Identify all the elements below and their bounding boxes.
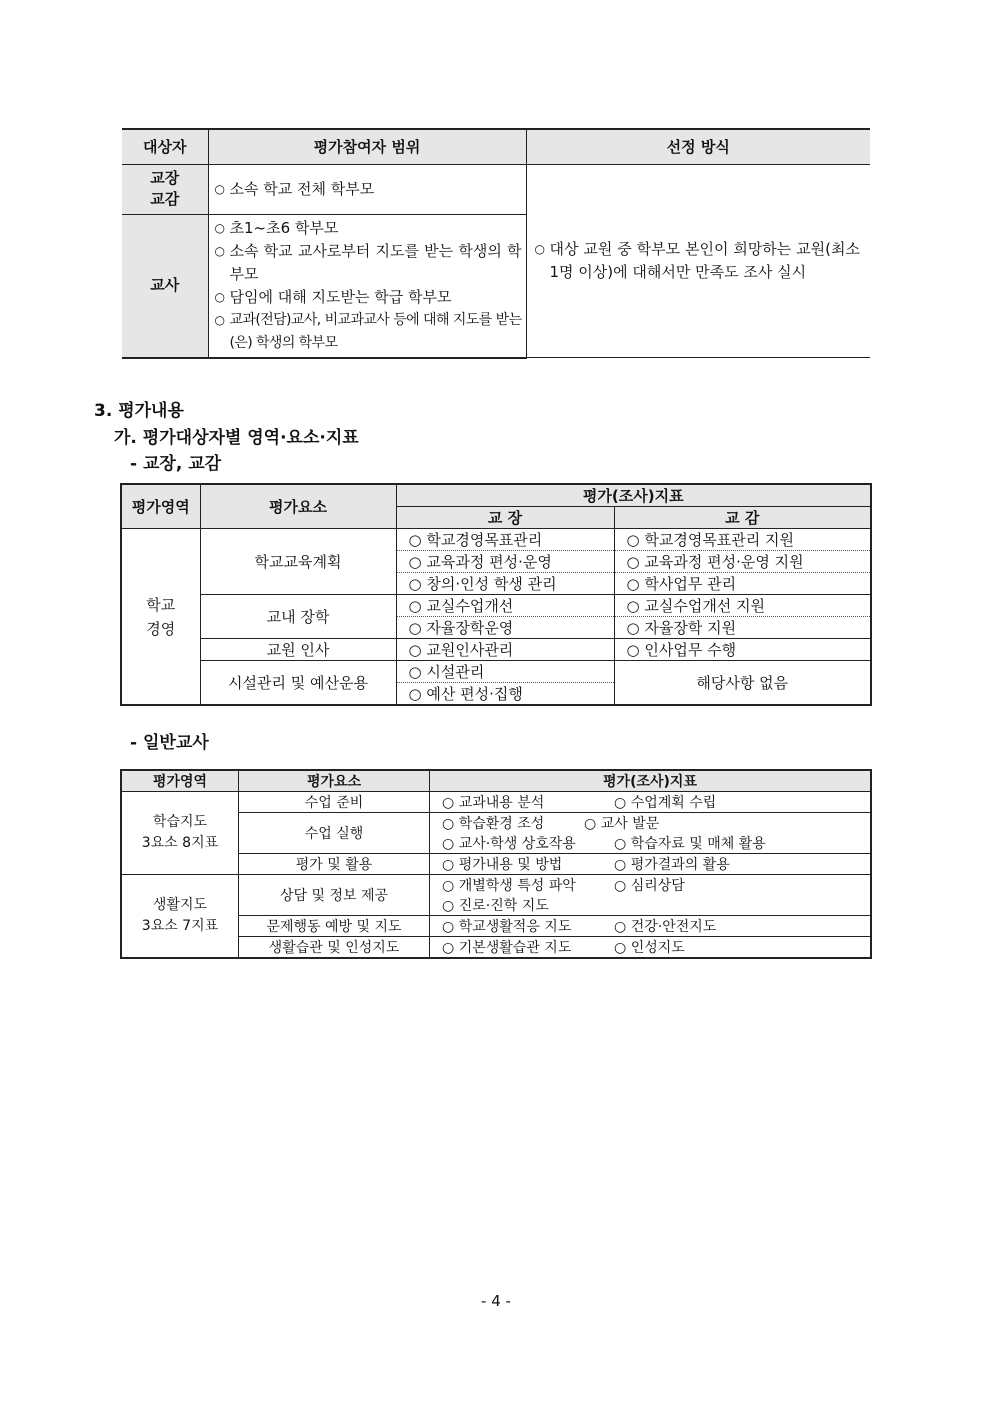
area-learning: 학습지도 3요소 8지표 xyxy=(121,792,238,875)
header-area: 평가영역 xyxy=(121,770,238,792)
header-indicator: 평가(조사)지표 xyxy=(430,770,871,792)
indicator-principal: ○ 시설관리 xyxy=(396,661,614,683)
element-name: 교내 장학 xyxy=(200,595,396,639)
indicator-row: ○ 평가내용 및 방법 ○ 평가결과의 활용 xyxy=(430,854,871,875)
area-life-guidance: 생활지도 3요소 7지표 xyxy=(121,875,238,959)
indicator-principal: ○ 교실수업개선 xyxy=(396,595,614,617)
element-name: 상담 및 정보 제공 xyxy=(238,875,429,916)
indicator-vice-none: 해당사항 없음 xyxy=(614,661,871,706)
subsection-teacher: - 일반교사 xyxy=(130,733,209,753)
element-name: 수업 준비 xyxy=(238,792,429,813)
header-scope: 평가참여자 범위 xyxy=(208,129,526,164)
scope-item: ○ 소속 학교 전체 학부모 xyxy=(214,179,375,198)
indicator-row: ○ 교과내용 분석 ○ 수업계획 수립 xyxy=(430,792,871,813)
target-principal-vice: 교장 교감 xyxy=(122,164,208,214)
indicator-principal: ○ 창의·인성 학생 관리 xyxy=(396,573,614,595)
element-name: 문제행동 예방 및 지도 xyxy=(238,916,429,937)
indicator-row: ○ 진로·진학 지도 xyxy=(430,895,871,916)
indicator-row: ○ 개별학생 특성 파악 ○ 심리상담 xyxy=(430,875,871,896)
element-name: 교원 인사 xyxy=(200,639,396,661)
header-vice: 교 감 xyxy=(614,507,871,529)
section-subtitle: 가. 평가대상자별 영역·요소·지표 xyxy=(114,428,359,448)
element-name: 학교교육계획 xyxy=(200,529,396,595)
scope-item: ○ 초1~초6 학부모 xyxy=(214,218,339,237)
principal-indicator-table xyxy=(120,483,872,706)
scope-item: ○ 담임에 대해 지도받는 학급 학부모 xyxy=(214,287,452,306)
indicator-vice: ○ 교육과정 편성·운영 지원 xyxy=(614,551,871,573)
scope-item: ○ 교과(전담)교사, 비교과교사 등에 대해 지도를 받는(은) 학생의 학부모 xyxy=(214,311,522,351)
indicator-vice: ○ 자율장학 지원 xyxy=(614,617,871,639)
indicator-row: ○ 학교생활적응 지도 ○ 건강·안전지도 xyxy=(430,916,871,937)
header-element: 평가요소 xyxy=(238,770,429,792)
element-name: 시설관리 및 예산운용 xyxy=(200,661,396,706)
section-title: 3. 평가내용 xyxy=(94,401,184,421)
indicator-principal: ○ 교육과정 편성·운영 xyxy=(396,551,614,573)
indicator-row: ○ 학습환경 조성 ○ 교사 발문 xyxy=(430,813,871,834)
element-name: 평가 및 활용 xyxy=(238,854,429,875)
indicator-row: ○ 교사·학생 상호작용 ○ 학습자료 및 매체 활용 xyxy=(430,833,871,854)
header-indicator: 평가(조사)지표 xyxy=(396,484,871,507)
subsection-principal: - 교장, 교감 xyxy=(130,454,222,474)
indicator-principal: ○ 자율장학운영 xyxy=(396,617,614,639)
teacher-indicator-table xyxy=(120,769,872,959)
element-name: 생활습관 및 인성지도 xyxy=(238,937,429,959)
element-name: 수업 실행 xyxy=(238,813,429,854)
header-method: 선정 방식 xyxy=(526,129,870,164)
indicator-principal: ○ 교원인사관리 xyxy=(396,639,614,661)
indicator-vice: ○ 학사업무 관리 xyxy=(614,573,871,595)
indicator-vice: ○ 학교경영목표관리 지원 xyxy=(614,529,871,551)
scope-item: ○ 소속 학교 교사로부터 지도를 받는 학생의 학부모 xyxy=(214,241,522,283)
indicator-row: ○ 기본생활습관 지도 ○ 인성지도 xyxy=(430,937,871,959)
page-number: - 4 - xyxy=(481,1292,511,1310)
indicator-vice: ○ 인사업무 수행 xyxy=(614,639,871,661)
participant-table xyxy=(122,128,870,359)
header-element: 평가요소 xyxy=(200,484,396,529)
target-teacher: 교사 xyxy=(122,214,208,358)
method-text: ○ 대상 교원 중 학부모 본인이 희망하는 교원(최소 1명 이상)에 대해서만 만족도 조사 실시 xyxy=(534,239,860,281)
indicator-vice: ○ 교실수업개선 지원 xyxy=(614,595,871,617)
area-school-management: 학교 경영 xyxy=(121,529,200,706)
header-target: 대상자 xyxy=(122,129,208,164)
header-area: 평가영역 xyxy=(121,484,200,529)
header-principal: 교 장 xyxy=(396,507,614,529)
indicator-principal: ○ 학교경영목표관리 xyxy=(396,529,614,551)
indicator-principal: ○ 예산 편성·집행 xyxy=(396,683,614,706)
